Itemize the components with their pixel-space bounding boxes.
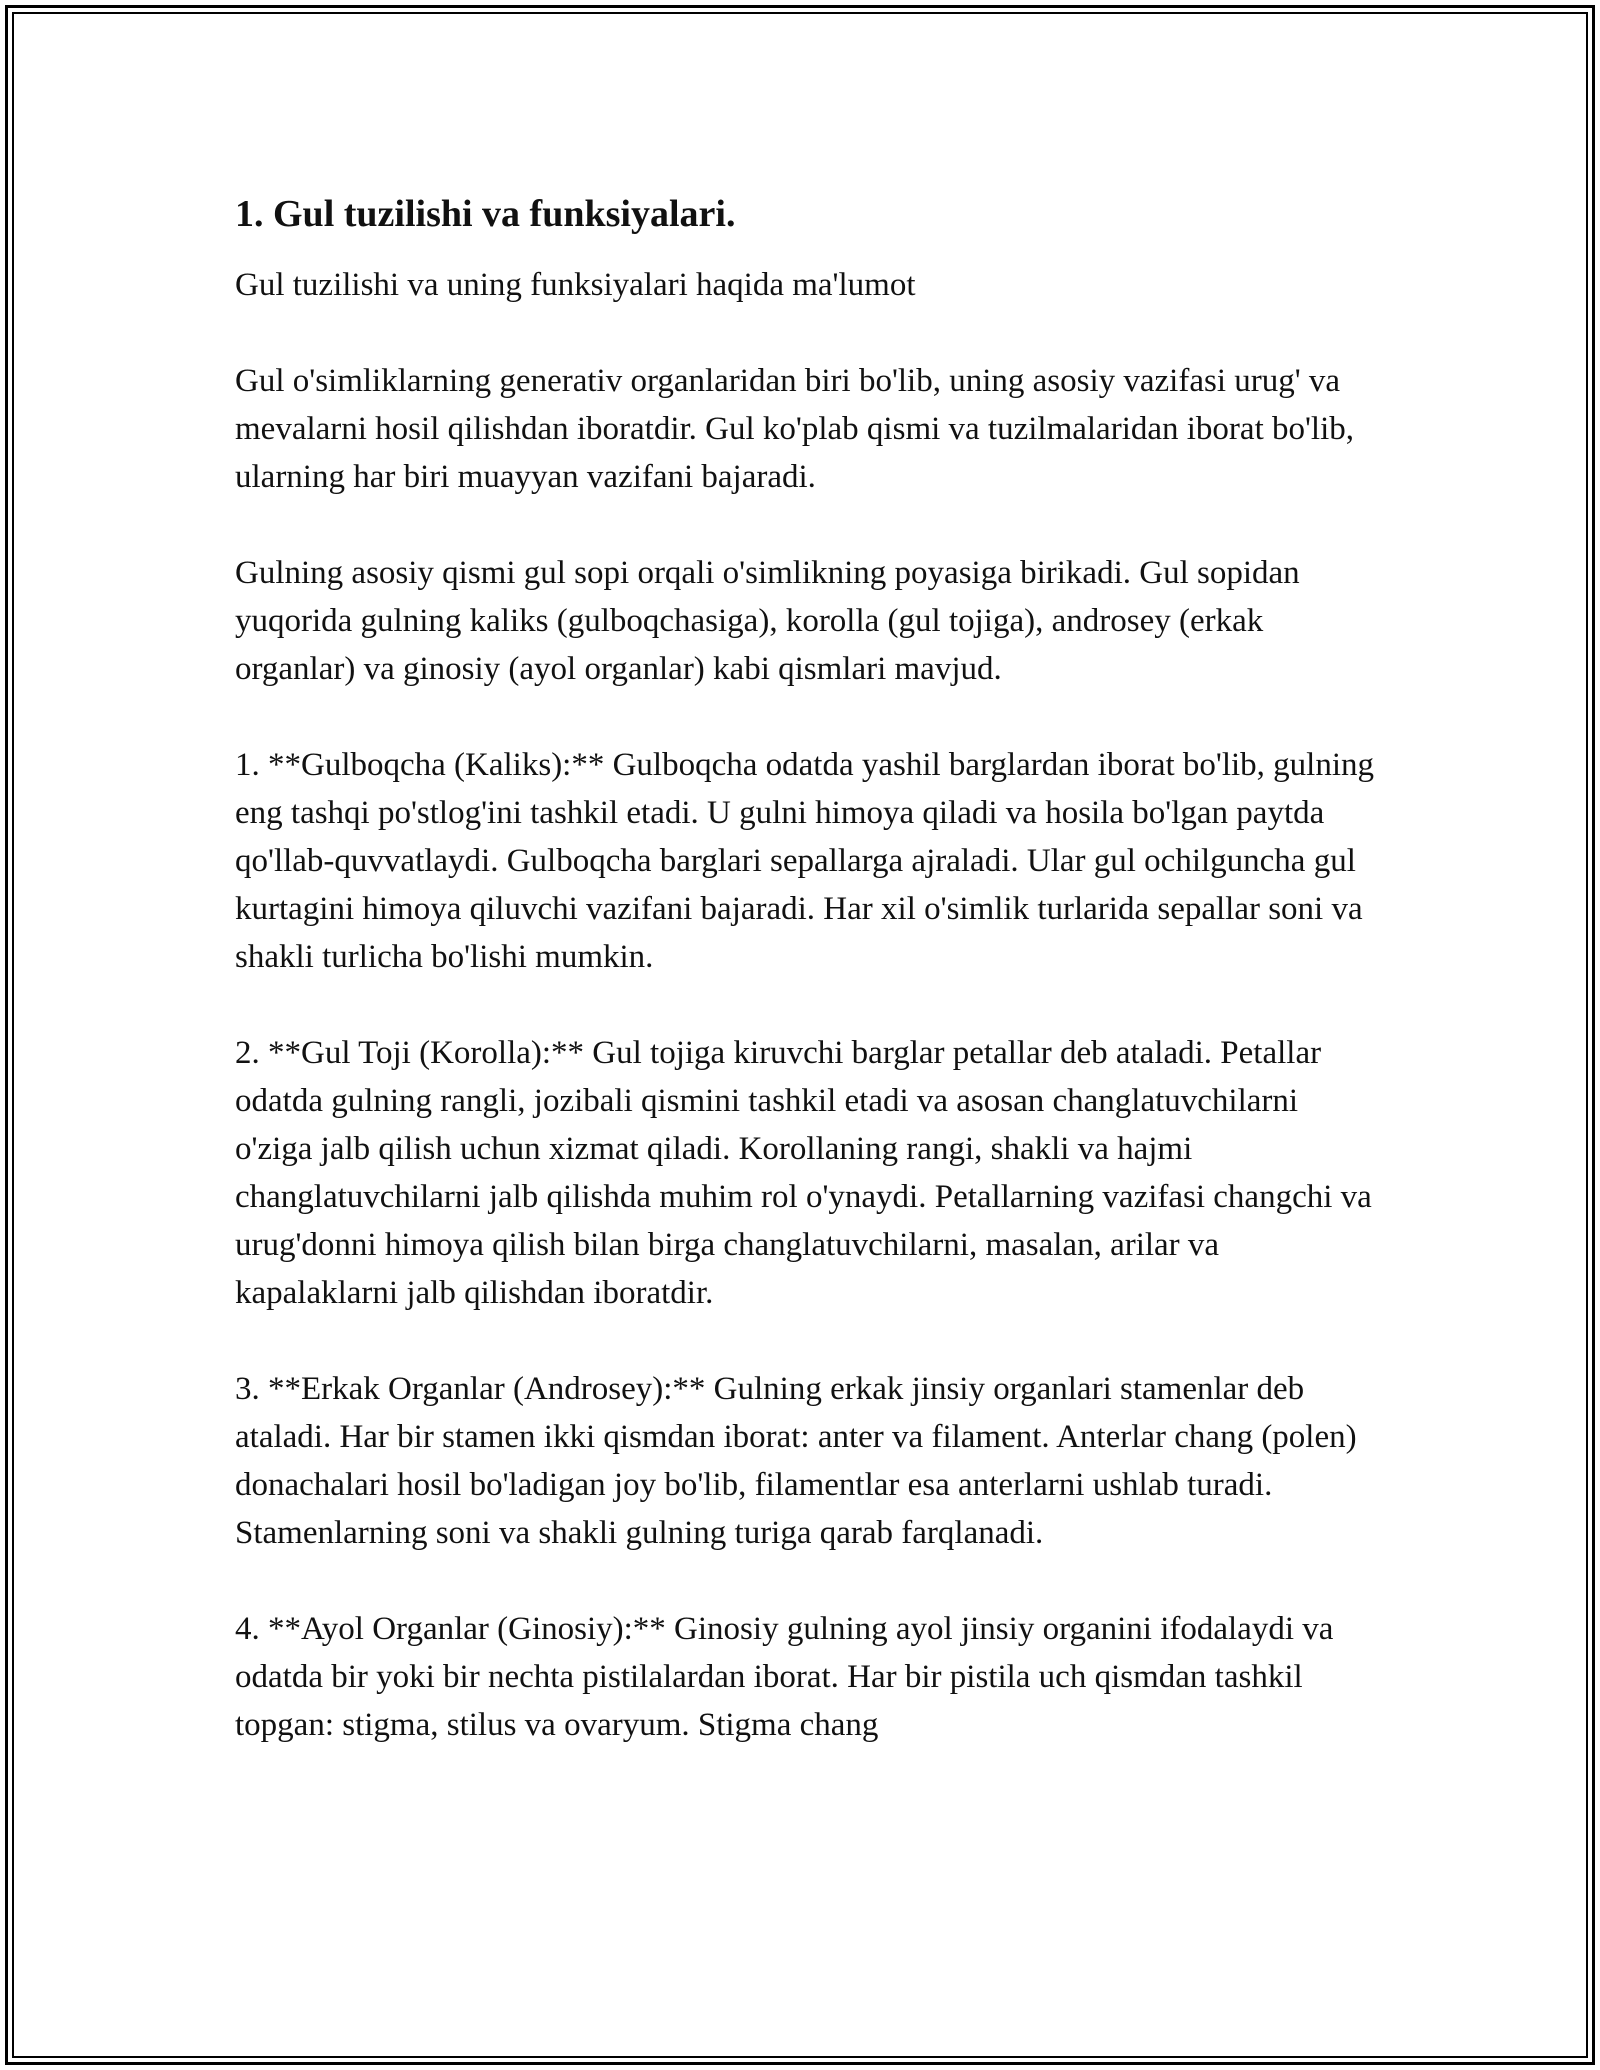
paragraph-gynoecium: 4. **Ayol Organlar (Ginosiy):** Ginosiy gulning ayol jinsiy organini ifodalaydi va odatda bir yoki bir nechta pistilalardan iborat. Har bir pistila uch qismdan tashkil topgan: stigma, stilus va ovaryum. Stigma chang bbox=[235, 1611, 1334, 1743]
paragraph-corolla: 2. **Gul Toji (Korolla):** Gul tojiga kiruvchi barglar petallar deb ataladi. Petallar odatda gulning rangli, jozibali qismini tashkil etadi va asosan changlatuvchilarni o'ziga jalb qilish uchun xizmat qiladi. Korollaning rangi, shakli va hajmi changlatuvchilarni jalb qilishda muhim rol o'ynaydi. Petallarning vazifasi changchi va urug'donni himoya qilish bilan birga changlatuvchilarni, masalan, arilar va kapalaklarni jalb qilishdan iboratdir. bbox=[235, 1035, 1372, 1311]
paragraph-androecium: 3. **Erkak Organlar (Androsey):** Gulning erkak jinsiy organlari stamenlar deb ataladi. Har bir stamen ikki qismdan iborat: anter va filament. Anterlar chang (polen) donachalari hosil bo'ladigan joy bo'lib, filamentlar esa anterlarni ushlab turadi. Stamenlarning soni va shakli gulning turiga qarab farqlanadi. bbox=[235, 1371, 1357, 1551]
document-subtitle: Gul tuzilishi va uning funksiyalari haqida ma'lumot bbox=[235, 267, 916, 303]
paragraph-calyx: 1. **Gulboqcha (Kaliks):** Gulboqcha odatda yashil barglardan iborat bo'lib, gulning eng tashqi po'stlog'ini tashkil etadi. U gulni himoya qiladi va hosila bo'lgan paytda qo'llab-quvvatlaydi. Gulboqcha barglari sepallarga ajraladi. Ular gul ochilguncha gul kurtagini himoya qiluvchi vazifani bajaradi. Har xil o'simlik turlarida sepallar soni va shakli turlicha bo'lishi mumkin. bbox=[235, 747, 1375, 975]
document-body bbox=[235, 185, 1375, 1749]
document-title: 1. Gul tuzilishi va funksiyalari. bbox=[235, 193, 736, 235]
paragraph-structure: Gulning asosiy qismi gul sopi orqali o'simlikning poyasiga birikadi. Gul sopidan yuqorida gulning kaliks (gulboqchasiga), korolla (gul tojiga), androsey (erkak organlar) va ginosiy (ayol organlar) kabi qismlari mavjud. bbox=[235, 555, 1300, 687]
paragraph-intro: Gul o'simliklarning generativ organlaridan biri bo'lib, uning asosiy vazifasi urug' va mevalarni hosil qilishdan iboratdir. Gul ko'plab qismi va tuzilmalaridan iborat bo'lib, ularning har biri muayyan vazifani bajaradi. bbox=[235, 363, 1355, 495]
